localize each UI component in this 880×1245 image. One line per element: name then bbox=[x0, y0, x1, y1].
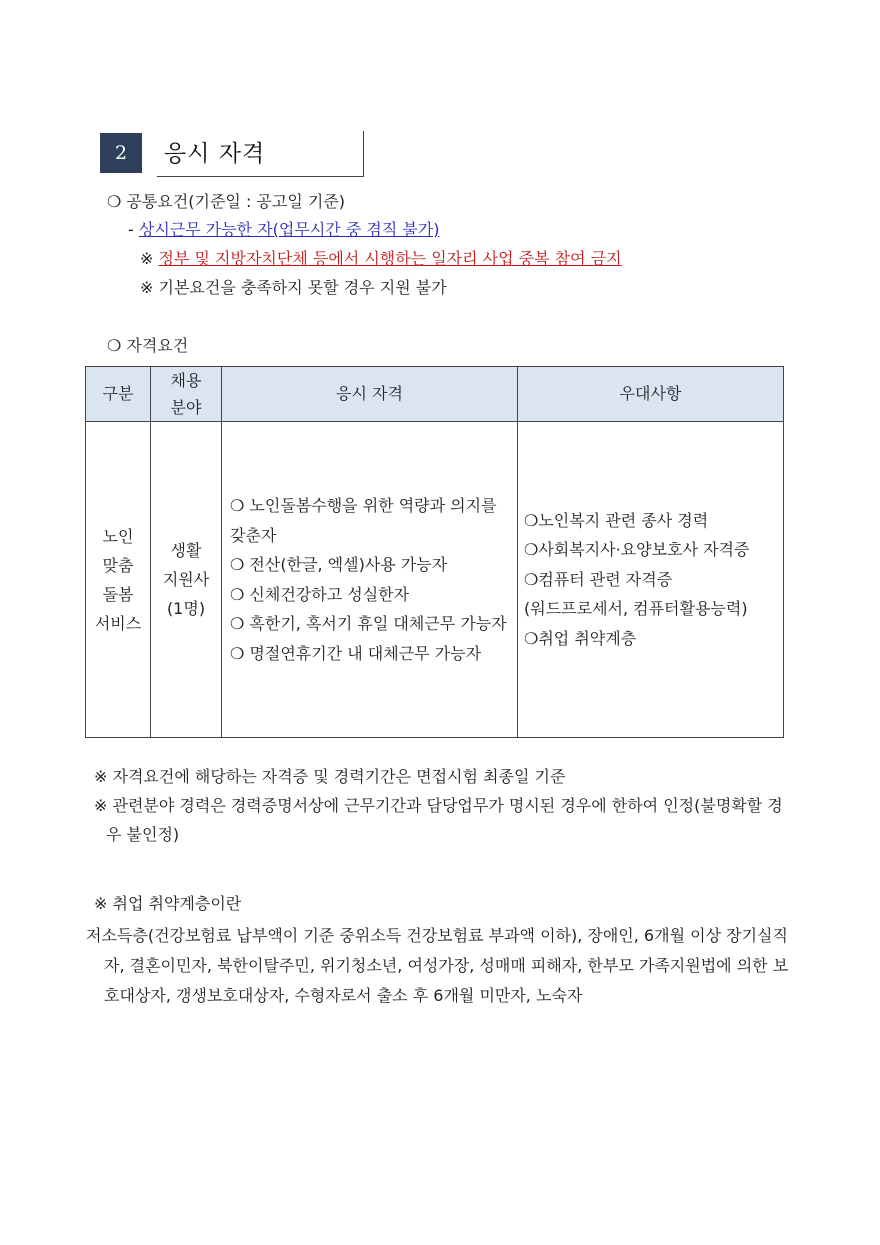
section-header-divider bbox=[363, 131, 364, 177]
full-time-requirement: 상시근무 가능한 자(업무시간 중 겸직 불가) bbox=[138, 220, 440, 239]
header-field bbox=[151, 367, 222, 422]
qualification-cell bbox=[222, 422, 518, 738]
field-text: 생활 지원사 (1명) bbox=[162, 541, 210, 618]
category-cell bbox=[86, 422, 151, 738]
qualification-table bbox=[85, 366, 784, 738]
qualification-list bbox=[230, 491, 511, 668]
section-title: 응시 자격 bbox=[164, 141, 266, 167]
list-item: ❍사회복지사·요양보호사 자격증 bbox=[524, 540, 750, 560]
duplicate-participation-note bbox=[140, 246, 622, 269]
qualification-heading: ❍ 자격요건 bbox=[107, 336, 189, 355]
header-category bbox=[86, 367, 151, 422]
basic-requirement-note: ※ 기본요건을 충족하지 못할 경우 지원 불가 bbox=[140, 278, 447, 297]
list-item: ❍ 노인돌봄수행을 위한 역량과 의지를 갖춘자 bbox=[230, 496, 497, 545]
section-number: 2 bbox=[100, 133, 142, 173]
list-item: ❍노인복지 관련 종사 경력 bbox=[524, 510, 709, 530]
list-item: ❍ 명절연휴기간 내 대체근무 가능자 bbox=[230, 643, 482, 663]
common-requirements-heading: ❍ 공통요건(기준일 : 공고일 기준) bbox=[107, 192, 346, 211]
header-field-label: 채용 분야 bbox=[170, 371, 202, 417]
section-header bbox=[100, 131, 365, 177]
header-qualification-label: 응시 자격 bbox=[336, 384, 403, 403]
list-item: ❍ 신체건강하고 성실한자 bbox=[230, 584, 410, 604]
section-header-underline bbox=[157, 176, 364, 177]
duplicate-participation-warning: 정부 및 지방자치단체 등에서 시행하는 일자리 사업 중복 참여 금지 bbox=[158, 249, 622, 268]
vulnerable-definition: 저소득층(건강보험료 납부액이 기준 중위소득 건강보험료 부과액 이하), 장애인, 6개월 이상 장기실직자, 결혼이민자, 북한이탈주민, 위기청소년, 여성가장, 성매매 피해자, 한부모 가족지원법에 의한 보호대상자, 갱생보호대상자, 수형자로서 출소 후 6개월 미만자, 노숙자 bbox=[86, 926, 789, 1005]
header-qualification bbox=[222, 367, 518, 422]
list-item: ❍컴퓨터 관련 자격증 bbox=[524, 569, 673, 589]
certificate-basis-note: ※ 자격요건에 해당하는 자격증 및 경력기간은 면접시험 최종일 기준 bbox=[94, 767, 566, 786]
note-mark: ※ bbox=[140, 249, 159, 268]
table-row bbox=[86, 422, 784, 738]
list-item: ❍ 전산(한글, 엑셀)사용 가능자 bbox=[230, 555, 448, 574]
field-cell bbox=[151, 422, 222, 738]
list-item: ❍취업 취약계층 bbox=[524, 628, 637, 648]
header-preference bbox=[518, 367, 784, 422]
category-text: 노인 맞춤 돌봄 서비스 bbox=[94, 526, 142, 633]
list-item: ❍ 혹한기, 혹서기 휴일 대체근무 가능자 bbox=[230, 614, 507, 633]
preference-cell bbox=[518, 422, 784, 738]
preference-list bbox=[524, 506, 777, 654]
table-header-row bbox=[86, 367, 784, 422]
dash-marker: - bbox=[128, 220, 139, 239]
common-requirement-item bbox=[128, 217, 440, 240]
vulnerable-heading: ※ 취업 취약계층이란 bbox=[94, 894, 242, 913]
header-category-label: 구분 bbox=[102, 384, 134, 403]
header-preference-label: 우대사항 bbox=[619, 384, 682, 403]
list-item: (워드프로세서, 컴퓨터활용능력) bbox=[524, 599, 748, 619]
career-recognition-note: ※ 관련분야 경력은 경력증명서상에 근무기간과 담당업무가 명시된 경우에 한하여 인정(불명확할 경우 불인정) bbox=[94, 796, 783, 844]
